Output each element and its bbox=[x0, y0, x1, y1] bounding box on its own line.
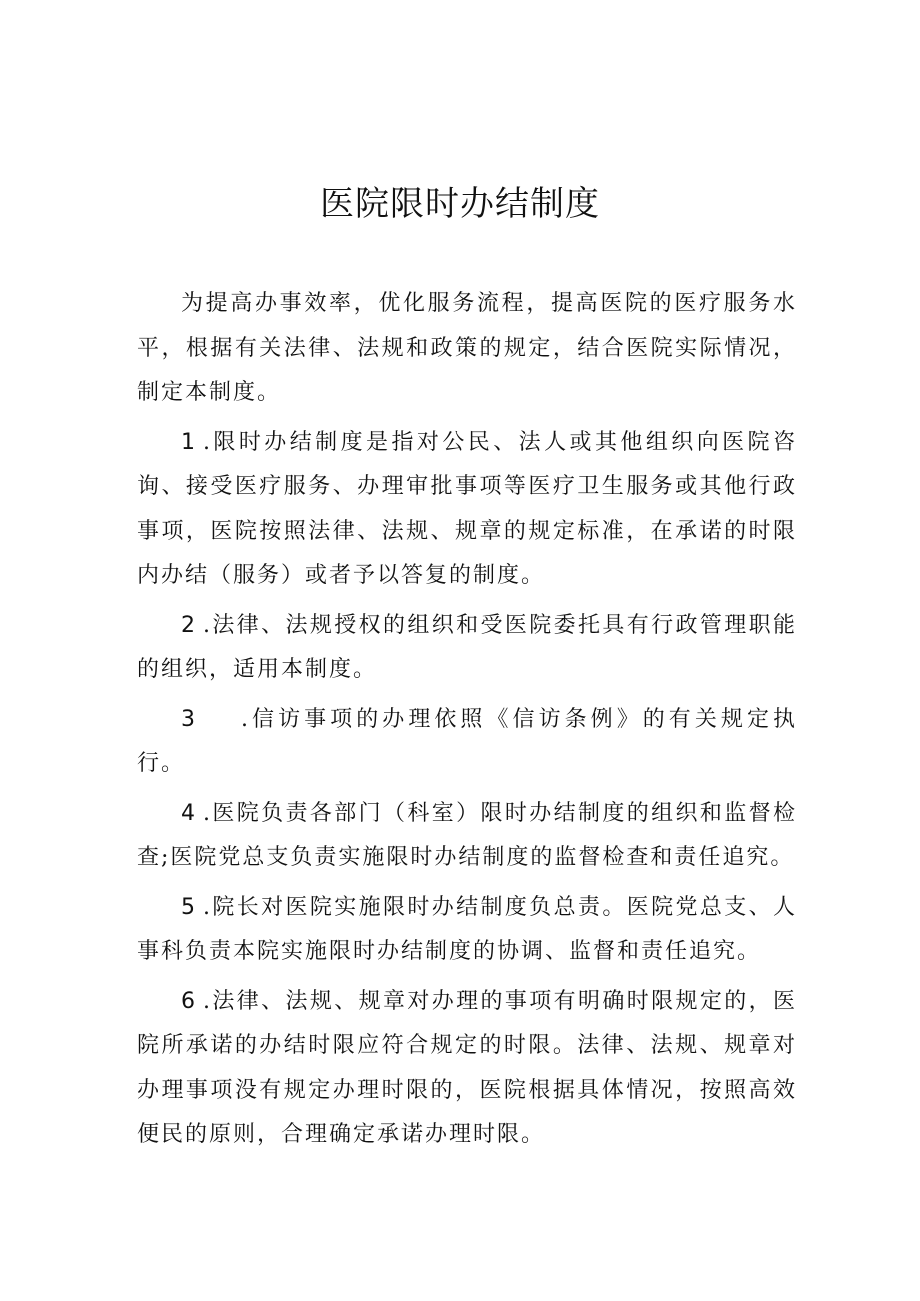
clause-number: 6 bbox=[181, 988, 197, 1014]
clause-number: 5 bbox=[181, 894, 197, 920]
clause-text: .院长对医院实施限时办结制度负总责。医院党总支、人事科负责本院实施限时办结制度的协调、监督和责任追究。 bbox=[137, 894, 797, 964]
clause-6 bbox=[137, 980, 797, 1158]
clause-number: 4 bbox=[181, 800, 197, 826]
clause-number: 2 bbox=[181, 612, 197, 638]
clause-text: .医院负责各部门（科室）限时办结制度的组织和监督检查;医院党总支负责实施限时办结制度的监督检查和责任追究。 bbox=[137, 800, 797, 870]
clause-text: .法律、法规、规章对办理的事项有明确时限规定的，医院所承诺的办结时限应符合规定的时限。法律、法规、规章对办理事项没有规定办理时限的，医院根据具体情况，按照高效便民的原则，合理确定承诺办理时限。 bbox=[137, 988, 797, 1147]
clause-1 bbox=[137, 421, 797, 599]
clause-text: .法律、法规授权的组织和受医院委托具有行政管理职能的组织，适用本制度。 bbox=[137, 612, 797, 682]
document-body bbox=[137, 282, 797, 1163]
clause-4 bbox=[137, 792, 797, 881]
clause-5 bbox=[137, 886, 797, 975]
clause-3 bbox=[137, 698, 797, 787]
clause-text: .限时办结制度是指对公民、法人或其他组织向医院咨询、接受医疗服务、办理审批事项等医疗卫生服务或其他行政事项，医院按照法律、法规、规章的规定标准，在承诺的时限内办结（服务）或者予以答复的制度。 bbox=[137, 429, 797, 588]
document-title: 医院限时办结制度 bbox=[320, 184, 600, 224]
intro-paragraph: 为提高办事效率，优化服务流程，提高医院的医疗服务水平，根据有关法律、法规和政策的规定，结合医院实际情况，制定本制度。 bbox=[137, 291, 797, 405]
clause-number: 3 bbox=[181, 706, 197, 732]
clause-2 bbox=[137, 604, 797, 693]
clause-number: 1 bbox=[181, 429, 197, 455]
clause-text: .信访事项的办理依照《信访条例》的有关规定执行。 bbox=[137, 706, 797, 776]
